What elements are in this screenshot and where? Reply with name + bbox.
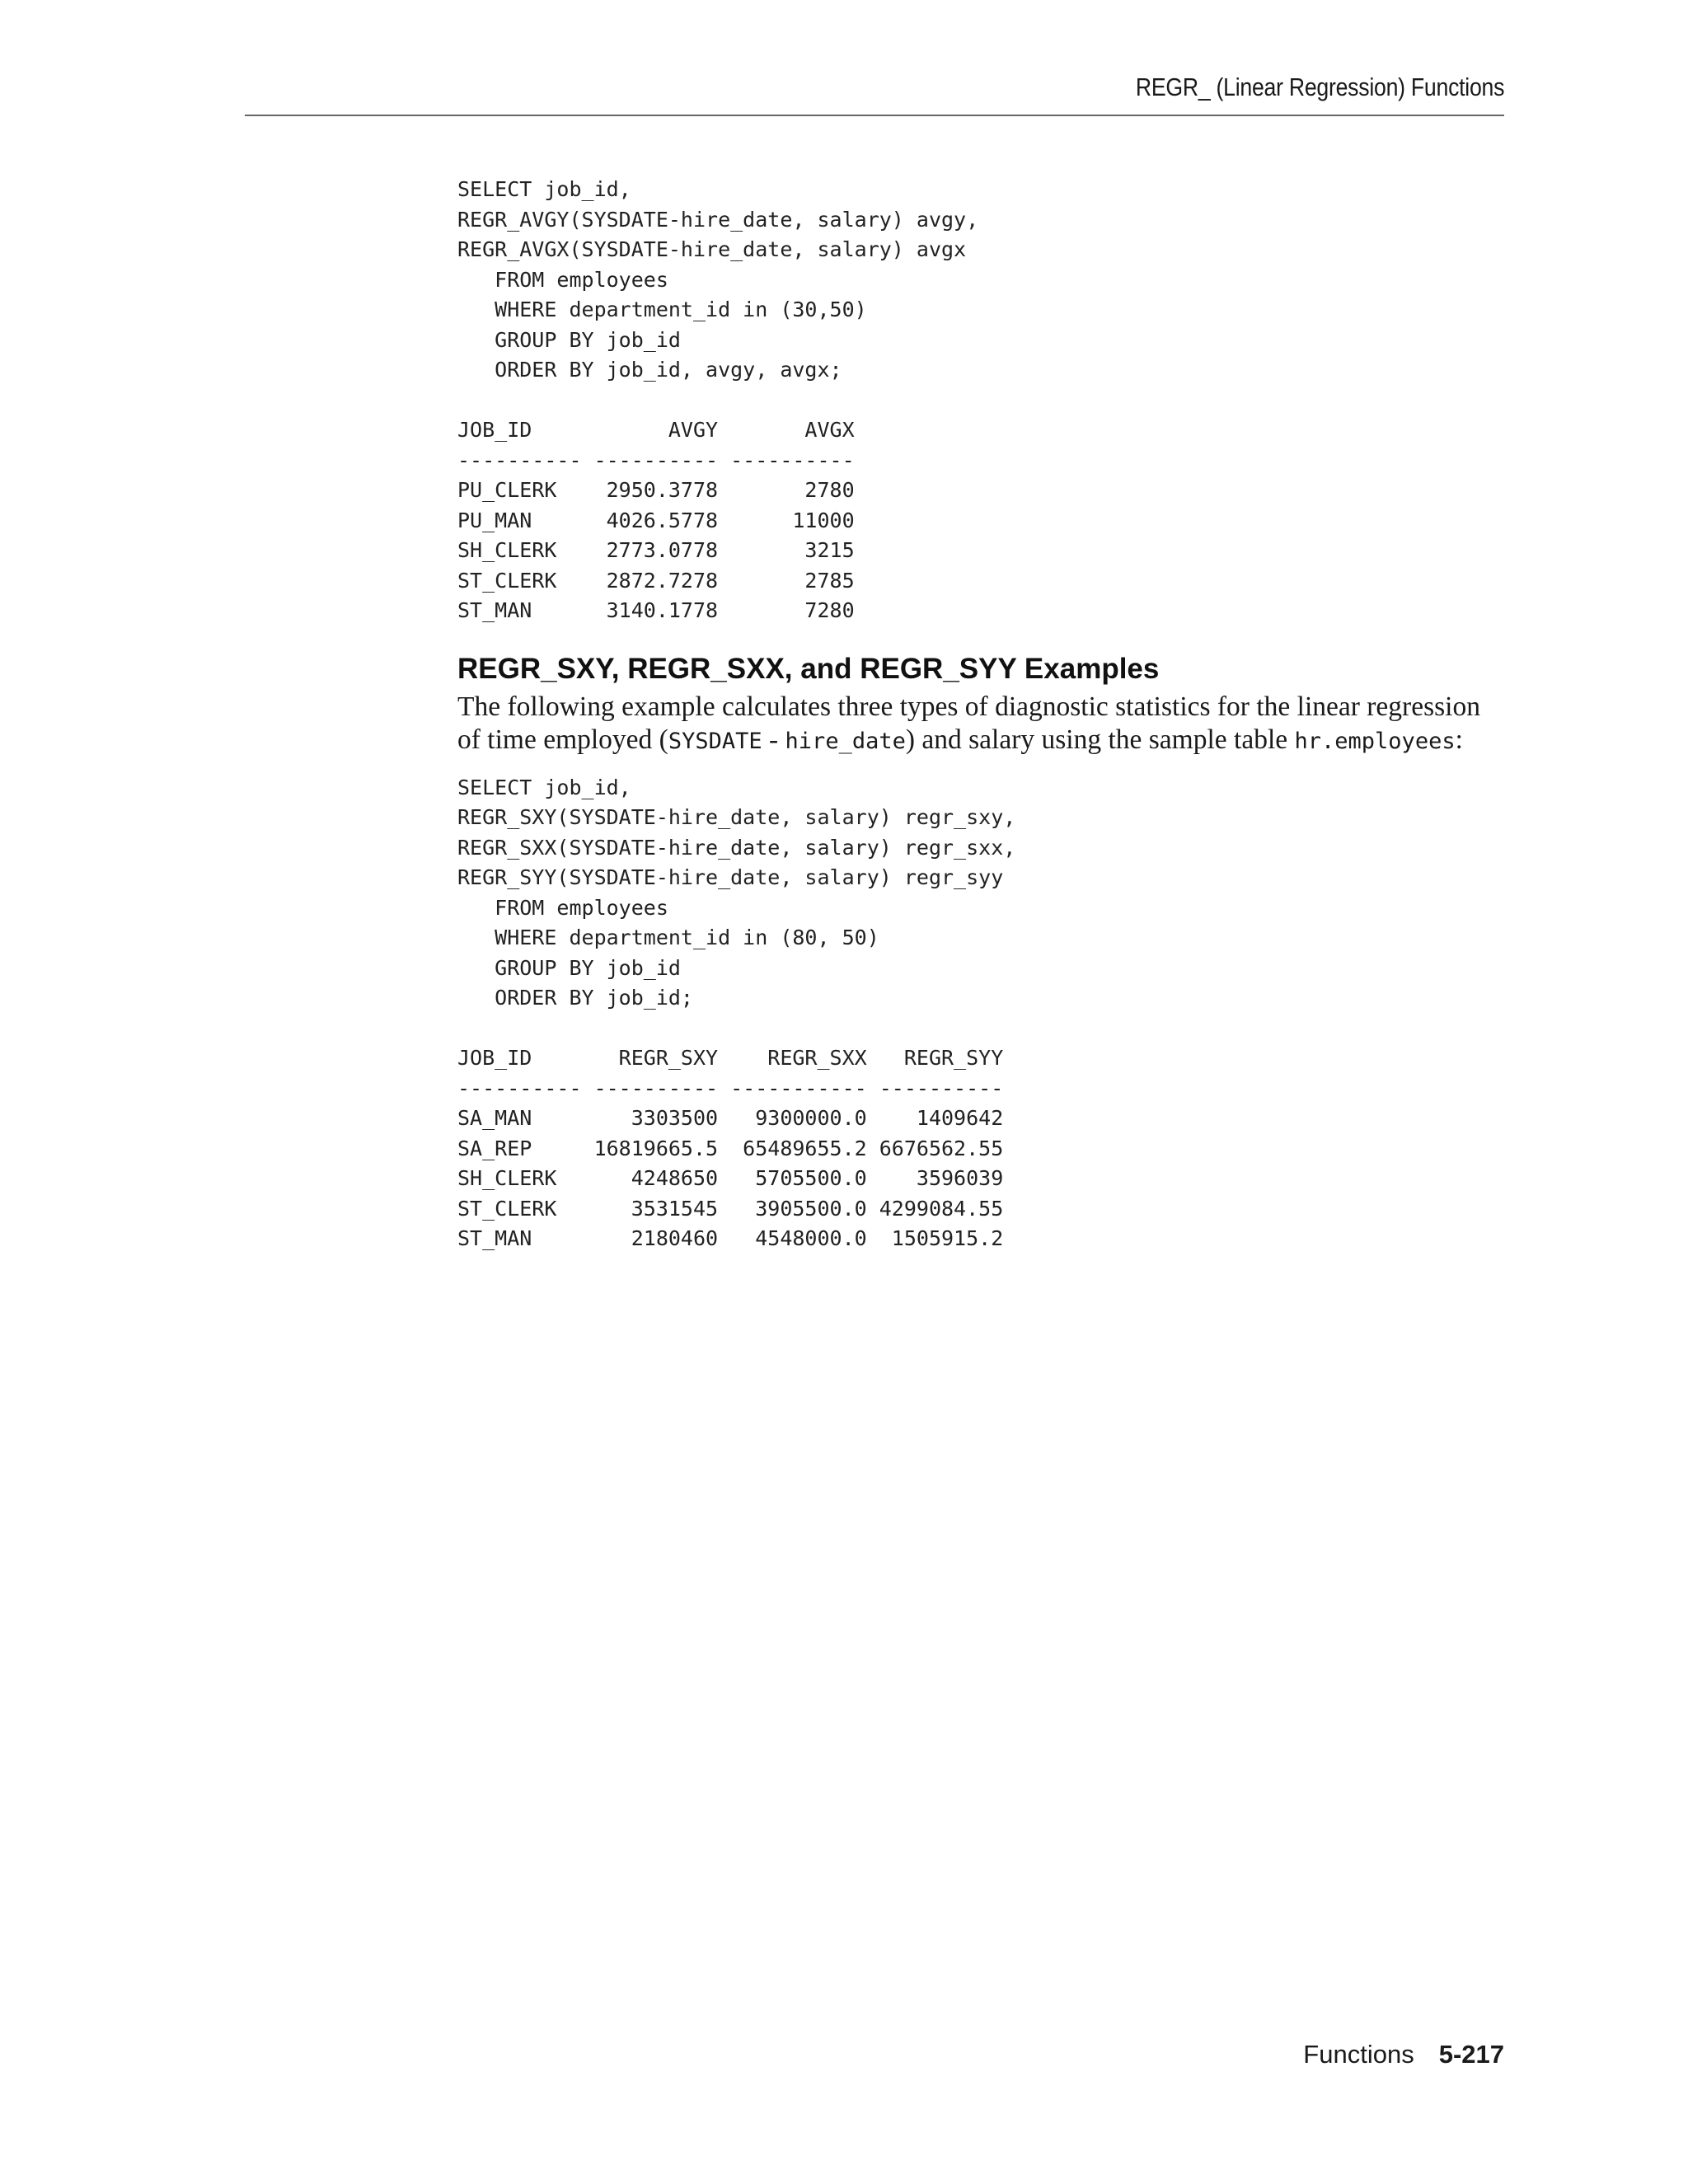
footer-section-name: Functions [1303,2040,1414,2069]
intro-text-4: : [1455,724,1463,755]
intro-code-hire-date: hire_date [785,728,906,754]
intro-text-3: ) and salary using the sample table [905,724,1295,755]
page-number: 5-217 [1438,2040,1504,2069]
example1-result: JOB_ID AVGY AVGX ---------- ---------- ---------- PU_CLERK 2950.3778 2780 PU_MAN 4026.5778 11000 SH_CLERK 2773.0778 3215 ST_CLERK 2872.7278 2785 ST_MAN 3140.1778 7280 [457,418,855,622]
intro-text-2: - [762,724,785,755]
page-footer [1303,2040,1504,2069]
example2-result: JOB_ID REGR_SXY REGR_SXX REGR_SYY ---------- ---------- ----------- ---------- SA_MAN 3303500 9300000.0 1409642 SA_REP 16819665.5 65489655.2 6676562.55 SH_CLERK 4248650 5705500.0 3596039 ST_CLERK 3531545 3905500.0 4299084.55 ST_MAN 2180460 4548000.0 1505915.2 [457,1046,1004,1250]
running-header: REGR_ (Linear Regression) Functions [1135,73,1504,101]
intro-text-1: The following example calculates three types of diagnostic statistics for the linear regression of time employed ( [457,691,1480,755]
page-content [457,175,1504,1254]
example2-query: SELECT job_id, REGR_SXY(SYSDATE-hire_date, salary) regr_sxy, REGR_SXX(SYSDATE-hire_date, salary) regr_sxx, REGR_SYY(SYSDATE-hire_date, salary) regr_syy FROM employees WHERE department_id in (80, 50) GROUP BY job_id ORDER BY job_id; [457,775,1016,1010]
header-rule [245,115,1504,116]
section-heading: REGR_SXY, REGR_SXX, and REGR_SYY Examples [457,652,1160,685]
section-intro [457,691,1504,758]
example1-query: SELECT job_id, REGR_AVGY(SYSDATE-hire_date, salary) avgy, REGR_AVGX(SYSDATE-hire_date, salary) avgx FROM employees WHERE department_id in (30,50) GROUP BY job_id ORDER BY job_id, avgy, avgx; [457,177,979,382]
intro-code-sysdate: SYSDATE [668,728,762,754]
intro-code-table: hr.employees [1294,728,1456,754]
